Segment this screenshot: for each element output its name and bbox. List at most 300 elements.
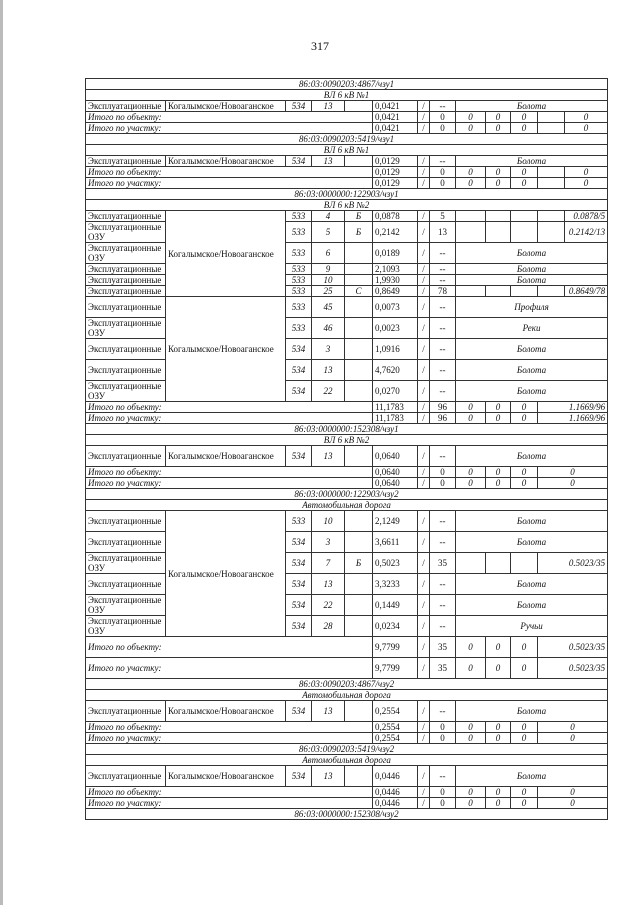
cadastral-number: 86:03:0000000:152308/чзу1 xyxy=(86,424,608,435)
table-cell: Итого по объекту: xyxy=(86,167,373,178)
object-name: Автомобильная дорога xyxy=(86,500,608,511)
table-cell: 0 xyxy=(430,123,456,134)
table-cell: 3 xyxy=(312,339,345,360)
table-cell: 534 xyxy=(286,446,312,467)
cadastral-number: 86:03:0000000:122903/чзу2 xyxy=(86,489,608,500)
table-cell: 0 xyxy=(486,123,511,134)
table-cell: 11,1783 xyxy=(373,402,418,413)
table-cell: 0 xyxy=(486,733,511,744)
table-row xyxy=(86,318,608,339)
table-cell xyxy=(345,101,373,112)
table-cell: Когалымское/Новоаганское xyxy=(166,701,286,722)
table-cell: 0 xyxy=(486,112,511,123)
table-cell xyxy=(511,286,538,297)
table-cell: / xyxy=(418,360,430,381)
object-name: ВЛ 6 кВ №1 xyxy=(86,90,608,101)
table-cell: / xyxy=(418,156,430,167)
table-cell: Итого по участку: xyxy=(86,178,373,189)
table-cell: 533 xyxy=(286,264,312,275)
table-cell: 0 xyxy=(538,787,608,798)
total-object-row xyxy=(86,637,608,658)
table-row xyxy=(86,532,608,553)
table-cell: / xyxy=(418,595,430,616)
page-number: 317 xyxy=(311,39,329,53)
table-cell: Ручьи xyxy=(456,616,608,637)
table-cell: 11,1783 xyxy=(373,413,418,424)
table-cell: 0 xyxy=(430,112,456,123)
table-cell: / xyxy=(418,733,430,744)
table-cell: Болота xyxy=(456,101,608,112)
table-cell: 0 xyxy=(486,413,511,424)
table-cell: 0 xyxy=(430,798,456,809)
cadastral-number: 86:03:0000000:122903/чзу1 xyxy=(86,189,608,200)
table-cell: 13 xyxy=(312,101,345,112)
table-cell: Болота xyxy=(456,595,608,616)
table-cell: 13 xyxy=(312,156,345,167)
table-cell: 0 xyxy=(565,178,608,189)
table-cell: 3,6611 xyxy=(373,532,418,553)
table-cell: 3 xyxy=(312,532,345,553)
table-row xyxy=(86,574,608,595)
table-cell: Эксплуатационные xyxy=(86,101,166,112)
table-cell: / xyxy=(418,243,430,264)
table-cell: 534 xyxy=(286,381,312,402)
table-cell: / xyxy=(418,178,430,189)
table-cell: 35 xyxy=(430,553,456,574)
table-cell: Болота xyxy=(456,264,608,275)
table-cell: 0.2142/13 xyxy=(565,222,608,243)
table-cell: / xyxy=(418,286,430,297)
table-cell: 533 xyxy=(286,211,312,222)
table-cell: Итого по участку: xyxy=(86,478,373,489)
table-cell: 534 xyxy=(286,532,312,553)
table-cell: 533 xyxy=(286,511,312,532)
table-cell: / xyxy=(418,532,430,553)
table-cell: 35 xyxy=(430,637,456,658)
table-cell: 533 xyxy=(286,275,312,286)
table-cell: 533 xyxy=(286,222,312,243)
table-cell: / xyxy=(418,574,430,595)
table-cell: Болота xyxy=(456,532,608,553)
table-cell xyxy=(456,286,486,297)
table-cell: 0 xyxy=(456,402,486,413)
table-cell xyxy=(538,123,565,134)
table-cell: 0 xyxy=(486,478,511,489)
table-cell: -- xyxy=(430,766,456,787)
table-cell: 0 xyxy=(511,722,538,733)
table-cell: 0,0640 xyxy=(373,478,418,489)
table-cell: 0 xyxy=(538,733,608,744)
table-cell xyxy=(345,766,373,787)
table-cell: Б xyxy=(345,222,373,243)
table-cell: Итого по объекту: xyxy=(86,637,373,658)
table-cell: Когалымское/Новоаганское xyxy=(166,101,286,112)
table-cell xyxy=(345,595,373,616)
table-cell: 2,1093 xyxy=(373,264,418,275)
table-cell: -- xyxy=(430,446,456,467)
location-cell: Когалымское/Новоаганское xyxy=(166,511,286,637)
table-cell: Эксплуатационные xyxy=(86,211,166,222)
total-plot-row xyxy=(86,123,608,134)
table-cell: -- xyxy=(430,275,456,286)
table-cell: 0,0023 xyxy=(373,318,418,339)
table-row xyxy=(86,446,608,467)
table-cell: -- xyxy=(430,701,456,722)
table-cell: 0 xyxy=(456,467,486,478)
table-cell: 0 xyxy=(430,478,456,489)
table-cell: Итого по объекту: xyxy=(86,787,373,798)
table-cell: / xyxy=(418,722,430,733)
total-object-row xyxy=(86,167,608,178)
table-cell: -- xyxy=(430,381,456,402)
table-cell: Эксплуатационные xyxy=(86,532,166,553)
table-cell: -- xyxy=(430,574,456,595)
table-cell: 0,0421 xyxy=(373,101,418,112)
table-row xyxy=(86,766,608,787)
table-cell: 534 xyxy=(286,574,312,595)
table-cell: 0.8649/78 xyxy=(565,286,608,297)
table-cell xyxy=(345,701,373,722)
table-cell: 0 xyxy=(456,637,486,658)
table-cell: 0 xyxy=(456,413,486,424)
table-cell xyxy=(486,553,511,574)
table-cell: 3,3233 xyxy=(373,574,418,595)
table-cell: -- xyxy=(430,297,456,318)
table-cell: / xyxy=(418,167,430,178)
table-cell: 0 xyxy=(511,733,538,744)
table-row xyxy=(86,616,608,637)
table-cell: 0,0234 xyxy=(373,616,418,637)
table-cell: -- xyxy=(430,511,456,532)
table-row xyxy=(86,701,608,722)
table-cell: 4 xyxy=(312,211,345,222)
table-cell: 0,0446 xyxy=(373,787,418,798)
table-cell: Эксплуатационные ОЗУ xyxy=(86,318,166,339)
table-cell: -- xyxy=(430,616,456,637)
cadastral-number: 86:03:0090203:5419/чзу1 xyxy=(86,134,608,145)
table-cell: 0,5023 xyxy=(373,553,418,574)
table-cell: 534 xyxy=(286,595,312,616)
table-cell: 0 xyxy=(565,123,608,134)
table-cell: 9,7799 xyxy=(373,658,418,679)
table-cell: Болота xyxy=(456,275,608,286)
table-cell: 534 xyxy=(286,156,312,167)
table-cell: 0 xyxy=(486,637,511,658)
table-cell: 0 xyxy=(430,167,456,178)
table-cell: Эксплуатационные xyxy=(86,297,166,318)
table-cell: 0,0640 xyxy=(373,467,418,478)
table-row xyxy=(86,222,608,243)
table-cell xyxy=(511,553,538,574)
table-cell: 0 xyxy=(511,123,538,134)
table-cell: Итого по участку: xyxy=(86,733,373,744)
table-cell: Болота xyxy=(456,339,608,360)
total-object-row xyxy=(86,112,608,123)
table-row xyxy=(86,297,608,318)
table-cell xyxy=(345,381,373,402)
table-cell: 10 xyxy=(312,275,345,286)
table-cell xyxy=(345,616,373,637)
table-cell xyxy=(345,275,373,286)
table-cell xyxy=(538,112,565,123)
table-cell: / xyxy=(418,112,430,123)
table-cell: Эксплуатационные ОЗУ xyxy=(86,553,166,574)
table-row xyxy=(86,511,608,532)
table-row xyxy=(86,211,608,222)
table-cell xyxy=(456,553,486,574)
table-cell: 0 xyxy=(565,112,608,123)
table-cell: -- xyxy=(430,156,456,167)
table-cell xyxy=(511,222,538,243)
table-cell xyxy=(538,286,565,297)
table-cell: 0 xyxy=(456,798,486,809)
cadastral-number: 86:03:0000000:152308/чзу2 xyxy=(86,809,608,820)
table-cell xyxy=(456,222,486,243)
table-cell: Эксплуатационные xyxy=(86,264,166,275)
object-name: ВЛ 6 кВ №2 xyxy=(86,435,608,446)
cadastral-number: 86:03:0090203:5419/чзу2 xyxy=(86,744,608,755)
table-cell xyxy=(345,339,373,360)
table-cell: 0,2554 xyxy=(373,722,418,733)
table-cell xyxy=(345,297,373,318)
table-cell xyxy=(345,318,373,339)
table-cell: Профиля xyxy=(456,297,608,318)
table-cell: 13 xyxy=(312,701,345,722)
table-cell: Итого по участку: xyxy=(86,123,373,134)
table-cell: 534 xyxy=(286,101,312,112)
table-cell: / xyxy=(418,275,430,286)
table-cell: 0,0878 xyxy=(373,211,418,222)
table-cell: Когалымское/Новоаганское xyxy=(166,446,286,467)
table-cell: / xyxy=(418,766,430,787)
forest-lands-table xyxy=(85,78,608,820)
table-cell: 0 xyxy=(511,658,538,679)
table-cell: 13 xyxy=(430,222,456,243)
table-cell xyxy=(486,211,511,222)
table-cell: / xyxy=(418,211,430,222)
object-name: Автомобильная дорога xyxy=(86,690,608,701)
table-cell: -- xyxy=(430,101,456,112)
table-cell: 9,7799 xyxy=(373,637,418,658)
table-cell: Болота xyxy=(456,381,608,402)
table-cell: / xyxy=(418,381,430,402)
table-cell: 0,0640 xyxy=(373,446,418,467)
table-cell: 0 xyxy=(511,413,538,424)
table-cell: Эксплуатационные xyxy=(86,446,166,467)
table-cell xyxy=(538,178,565,189)
table-cell: 7 xyxy=(312,553,345,574)
table-cell: Эксплуатационные ОЗУ xyxy=(86,595,166,616)
table-cell: 0 xyxy=(486,658,511,679)
table-cell: / xyxy=(418,787,430,798)
table-cell: 0 xyxy=(456,733,486,744)
table-row xyxy=(86,553,608,574)
table-cell: 0,2142 xyxy=(373,222,418,243)
table-cell xyxy=(345,574,373,595)
table-cell: -- xyxy=(430,264,456,275)
table-cell: 0,0270 xyxy=(373,381,418,402)
table-row xyxy=(86,264,608,275)
table-cell: Эксплуатационные xyxy=(86,360,166,381)
table-cell: 0,0446 xyxy=(373,798,418,809)
table-row xyxy=(86,595,608,616)
table-row xyxy=(86,360,608,381)
table-cell: 533 xyxy=(286,286,312,297)
table-cell: 45 xyxy=(312,297,345,318)
table-cell: 534 xyxy=(286,360,312,381)
table-cell: 0 xyxy=(511,112,538,123)
table-cell: Эксплуатационные xyxy=(86,339,166,360)
table-cell: Когалымское/Новоаганское xyxy=(166,766,286,787)
table-cell: 0 xyxy=(511,402,538,413)
table-cell: / xyxy=(418,318,430,339)
table-cell: 35 xyxy=(430,658,456,679)
total-plot-row xyxy=(86,733,608,744)
table-cell: / xyxy=(418,553,430,574)
table-cell: Реки xyxy=(456,318,608,339)
table-cell: 0 xyxy=(430,733,456,744)
table-cell: 96 xyxy=(430,402,456,413)
table-cell: 0,2554 xyxy=(373,701,418,722)
table-cell: 0 xyxy=(538,722,608,733)
object-name: ВЛ 6 кВ №1 xyxy=(86,145,608,156)
table-cell: 0.5023/35 xyxy=(538,658,608,679)
table-cell: 533 xyxy=(286,318,312,339)
table-cell: 78 xyxy=(430,286,456,297)
table-cell: 0.5023/35 xyxy=(538,637,608,658)
table-cell: 0 xyxy=(486,467,511,478)
table-cell: / xyxy=(418,478,430,489)
total-object-row xyxy=(86,402,608,413)
table-cell: 0,0189 xyxy=(373,243,418,264)
table-cell xyxy=(538,211,565,222)
table-cell: Болота xyxy=(456,156,608,167)
table-cell: / xyxy=(418,637,430,658)
table-cell: Болота xyxy=(456,766,608,787)
table-cell xyxy=(486,222,511,243)
table-cell: 534 xyxy=(286,616,312,637)
table-cell: 28 xyxy=(312,616,345,637)
table-cell: 13 xyxy=(312,446,345,467)
table-cell: -- xyxy=(430,360,456,381)
table-cell: Болота xyxy=(456,360,608,381)
table-cell xyxy=(345,446,373,467)
table-cell: 533 xyxy=(286,243,312,264)
total-plot-row xyxy=(86,178,608,189)
table-cell: Эксплуатационные xyxy=(86,275,166,286)
table-cell: / xyxy=(418,339,430,360)
table-cell: / xyxy=(418,101,430,112)
table-cell: 0.5023/35 xyxy=(538,553,608,574)
table-row xyxy=(86,381,608,402)
table-cell: / xyxy=(418,446,430,467)
total-plot-row xyxy=(86,658,608,679)
table-cell: 0 xyxy=(456,722,486,733)
table-cell: Когалымское/Новоаганское xyxy=(166,156,286,167)
table-cell: 0 xyxy=(538,798,608,809)
table-cell: 0,0446 xyxy=(373,766,418,787)
table-row xyxy=(86,156,608,167)
total-object-row xyxy=(86,787,608,798)
table-cell: 534 xyxy=(286,701,312,722)
table-cell: 0 xyxy=(486,178,511,189)
table-cell: Эксплуатационные xyxy=(86,701,166,722)
table-cell: Итого по участку: xyxy=(86,658,373,679)
table-cell: / xyxy=(418,798,430,809)
table-cell: 5 xyxy=(430,211,456,222)
table-cell: Итого по объекту: xyxy=(86,402,373,413)
table-cell: 22 xyxy=(312,595,345,616)
table-cell: 1.1669/96 xyxy=(538,402,608,413)
table-row xyxy=(86,243,608,264)
table-cell: Болота xyxy=(456,701,608,722)
table-cell: Эксплуатационные xyxy=(86,766,166,787)
table-cell: / xyxy=(418,701,430,722)
table-cell: / xyxy=(418,413,430,424)
table-cell: 0 xyxy=(511,167,538,178)
table-cell: Б xyxy=(345,211,373,222)
table-cell: 534 xyxy=(286,766,312,787)
table-cell: / xyxy=(418,467,430,478)
table-cell: 0,0129 xyxy=(373,167,418,178)
table-cell: Эксплуатационные xyxy=(86,286,166,297)
location-cell: Когалымское/Новоаганское xyxy=(166,211,286,297)
table-cell: 0,1449 xyxy=(373,595,418,616)
table-cell: 534 xyxy=(286,553,312,574)
table-cell xyxy=(345,532,373,553)
total-plot-row xyxy=(86,413,608,424)
table-cell: 4,7620 xyxy=(373,360,418,381)
cadastral-number: 86:03:0090203:4867/чзу1 xyxy=(86,79,608,90)
table-cell: 25 xyxy=(312,286,345,297)
table-cell: -- xyxy=(430,243,456,264)
table-cell: Итого по объекту: xyxy=(86,467,373,478)
table-cell: -- xyxy=(430,318,456,339)
table-cell: 0 xyxy=(456,123,486,134)
table-cell: Болота xyxy=(456,574,608,595)
table-cell: 2,1249 xyxy=(373,511,418,532)
table-cell: -- xyxy=(430,532,456,553)
total-object-row xyxy=(86,722,608,733)
table-cell: Эксплуатационные xyxy=(86,511,166,532)
table-cell: 0 xyxy=(565,167,608,178)
table-cell: 0 xyxy=(456,658,486,679)
table-cell: 0,2554 xyxy=(373,733,418,744)
table-cell: 0,0129 xyxy=(373,156,418,167)
table-cell: 0,0421 xyxy=(373,123,418,134)
table-cell: 0 xyxy=(511,787,538,798)
table-cell: 5 xyxy=(312,222,345,243)
table-cell: 1.1669/96 xyxy=(538,413,608,424)
table-cell: 0 xyxy=(456,112,486,123)
table-cell: 533 xyxy=(286,297,312,318)
table-cell: Эксплуатационные ОЗУ xyxy=(86,243,166,264)
table-cell: Итого по объекту: xyxy=(86,112,373,123)
table-cell: 0 xyxy=(456,178,486,189)
table-cell: 1,9930 xyxy=(373,275,418,286)
table-cell: 0,8649 xyxy=(373,286,418,297)
table-cell: Эксплуатационные xyxy=(86,574,166,595)
table-cell: / xyxy=(418,402,430,413)
table-cell: 13 xyxy=(312,574,345,595)
table-cell: 0 xyxy=(486,798,511,809)
table-cell xyxy=(511,211,538,222)
scan-left-margin xyxy=(0,0,3,905)
table-cell: Итого по участку: xyxy=(86,413,373,424)
total-plot-row xyxy=(86,798,608,809)
table-cell: 0 xyxy=(486,402,511,413)
table-cell: 0 xyxy=(511,467,538,478)
